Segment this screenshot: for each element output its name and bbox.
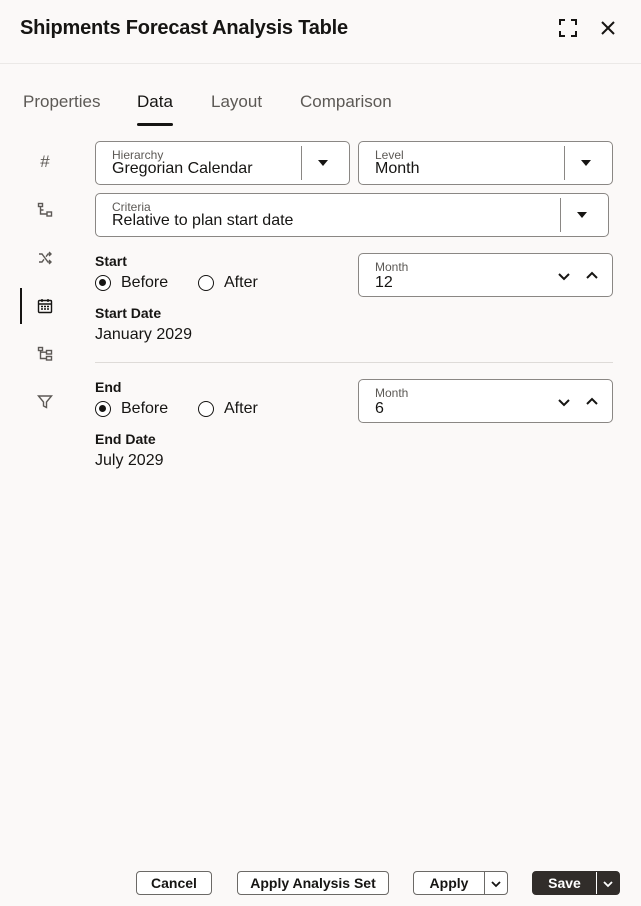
tab-layout[interactable]: Layout [211,92,263,111]
radio-unchecked-icon [198,275,214,291]
select-divider [564,146,565,180]
criteria-value: Relative to plan start date [112,212,294,229]
dialog-header [0,0,641,64]
radio-checked-icon [95,275,111,291]
rail-item-member-tree[interactable] [20,334,70,374]
end-month-stepper[interactable] [358,379,613,423]
radio-checked-icon [95,401,111,417]
calendar-icon [37,298,53,314]
chevron-down-icon[interactable] [318,160,328,166]
start-month-stepper[interactable] [358,253,613,297]
end-after-label: After [224,400,258,417]
start-month-label: Month [375,260,409,274]
tab-comparison[interactable]: Comparison [300,92,392,111]
tab-data[interactable]: Data [137,92,173,126]
dialog-title: Shipments Forecast Analysis Table [20,17,348,39]
rail-item-measures[interactable] [20,142,70,182]
close-icon[interactable] [598,18,618,38]
chevron-down-icon[interactable] [554,266,574,286]
chevron-down-icon[interactable] [602,878,614,890]
end-date-value: July 2029 [95,452,164,469]
save-button[interactable]: Save [548,875,581,891]
rail-item-hierarchy[interactable] [20,190,70,230]
end-date-label: End Date [95,431,156,447]
filter-icon [37,394,53,410]
apply-button[interactable]: Apply [429,875,469,891]
hierarchy-icon [37,202,53,218]
chevron-up-icon[interactable] [582,392,602,412]
start-after-label: After [224,274,258,291]
end-month-value[interactable]: 6 [375,400,384,417]
section-divider [95,362,613,363]
level-value: Month [375,160,420,177]
start-before-radio[interactable] [95,274,168,292]
apply-analysis-set-button[interactable]: Apply Analysis Set [237,871,389,895]
start-date-label: Start Date [95,305,162,321]
end-section-label: End [95,379,122,395]
chevron-down-icon[interactable] [554,392,574,412]
criteria-label: Criteria [112,200,151,214]
chevron-down-icon[interactable] [490,878,502,890]
start-after-radio[interactable] [198,274,258,292]
level-label: Level [375,148,404,162]
chevron-up-icon[interactable] [582,266,602,286]
end-month-label: Month [375,386,409,400]
rail-item-calendar[interactable] [20,286,70,326]
criteria-select[interactable] [95,193,609,237]
hierarchy-label: Hierarchy [112,148,164,162]
tab-bar [0,92,641,126]
level-select[interactable] [358,141,613,185]
rail-item-filter[interactable] [20,382,70,422]
rail-item-shuffle[interactable] [20,238,70,278]
tab-properties[interactable]: Properties [23,92,101,111]
select-divider [301,146,302,180]
select-divider [560,198,561,232]
start-section-label: Start [95,253,127,269]
hash-icon: # [40,152,50,171]
split-divider [596,872,597,894]
hierarchy-value: Gregorian Calendar [112,160,253,177]
radio-unchecked-icon [198,401,214,417]
end-before-radio[interactable] [95,400,168,418]
chevron-down-icon[interactable] [581,160,591,166]
shuffle-icon [37,250,53,266]
expand-icon[interactable] [558,18,578,38]
split-divider [484,872,485,894]
start-month-value[interactable]: 12 [375,274,393,291]
start-before-label: Before [121,274,169,291]
cancel-button[interactable]: Cancel [136,871,212,895]
hierarchy-select[interactable] [95,141,350,185]
member-tree-icon [37,346,53,362]
chevron-down-icon[interactable] [577,212,587,218]
end-after-radio[interactable] [198,400,258,418]
end-before-label: Before [121,400,169,417]
apply-split-button [413,871,508,895]
start-date-value: January 2029 [95,326,192,343]
save-split-button [532,871,620,895]
